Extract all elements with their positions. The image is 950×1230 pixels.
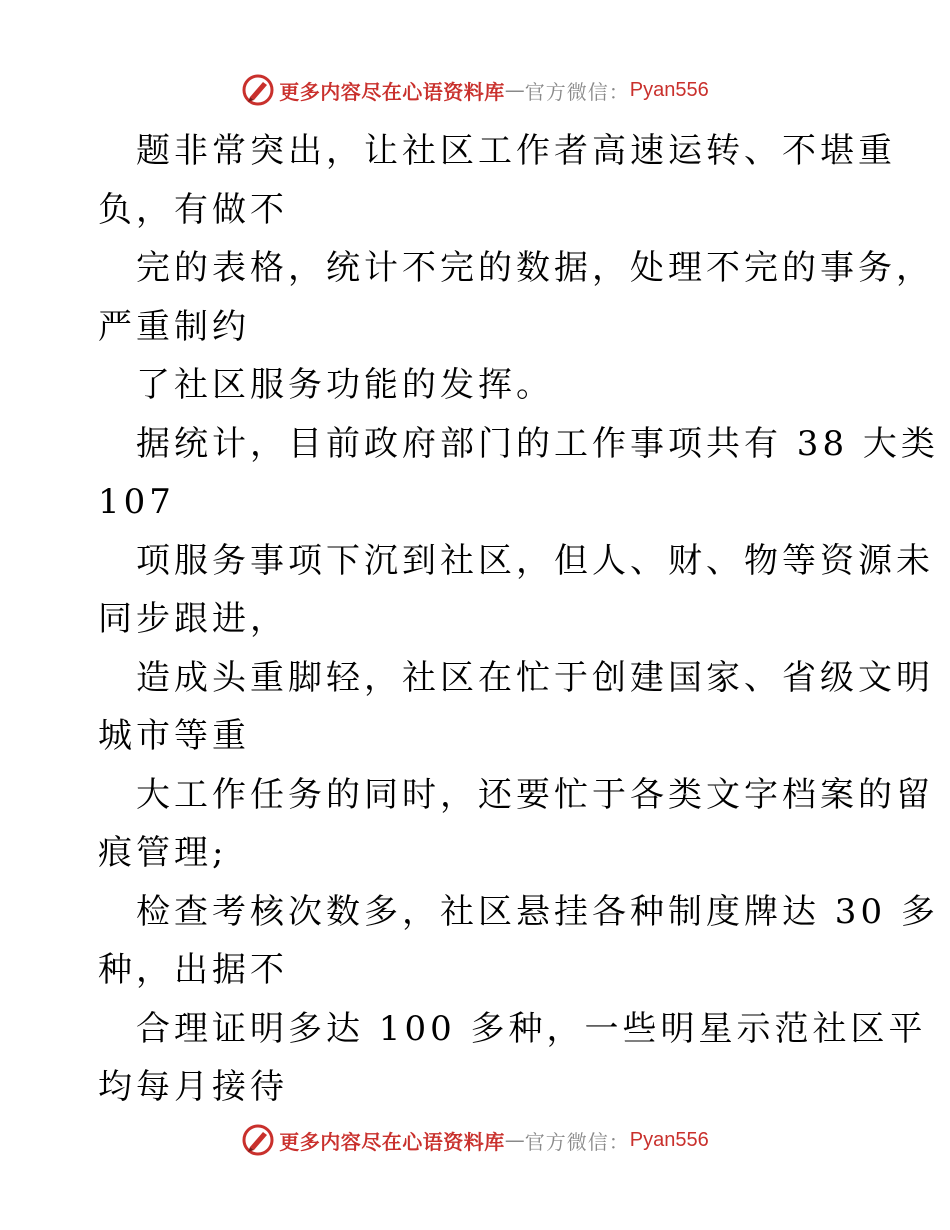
banner-wechat-id: Pyan556 [629,1128,709,1151]
paragraph-line: 合理证明多达 100 多种，一些明星示范社区平 [136,1008,927,1049]
paragraph-line: 同步跟进， [98,599,288,639]
paragraph-line: 痕管理; [98,833,228,873]
paragraph-line: 造成头重脚轻，社区在忙于创建国家、省级文明 [136,657,934,698]
document-body [98,122,939,1117]
paragraph-line: 大工作任务的同时，还要忙于各类文字档案的留 [136,774,934,815]
banner-brand-text: 更多内容尽在心语资料库 [279,1129,505,1154]
paragraph-line: 负，有做不 [98,189,288,230]
banner-brand-text: 更多内容尽在心语资料库 [279,79,505,104]
paragraph-line: 项服务事项下沉到社区，但人、财、物等资源未 [136,540,934,581]
banner-wechat-id: Pyan556 [629,78,709,101]
paragraph-line: 题非常突出，让社区工作者高速运转、不堪重 [136,131,896,171]
banner-separator: — [504,78,525,102]
paragraph-line: 据统计，目前政府部门的工作事项共有 38 大类 [136,423,939,464]
paragraph-line: 检查考核次数多，社区悬挂各种制度牌达 30 多 [136,891,939,932]
paragraph-line: 107 [98,482,175,522]
banner-official-label: 官方微信： [524,1129,630,1154]
paragraph-line: 了社区服务功能的发挥。 [136,365,554,405]
paragraph-line: 均每月接待 [98,1067,288,1107]
pen-nib-logo-icon [241,73,275,107]
paragraph-line: 完的表格，统计不完的数据，处理不完的事务， [136,248,934,288]
paragraph-line: 城市等重 [98,716,250,756]
paragraph-line: 严重制约 [98,306,250,347]
banner-official-label: 官方微信： [524,79,630,104]
paragraph-line: 种，出据不 [98,950,288,990]
footer-banner [0,1120,950,1160]
pen-nib-logo-icon [241,1123,275,1157]
header-banner [0,70,950,110]
banner-separator: — [504,1128,525,1152]
